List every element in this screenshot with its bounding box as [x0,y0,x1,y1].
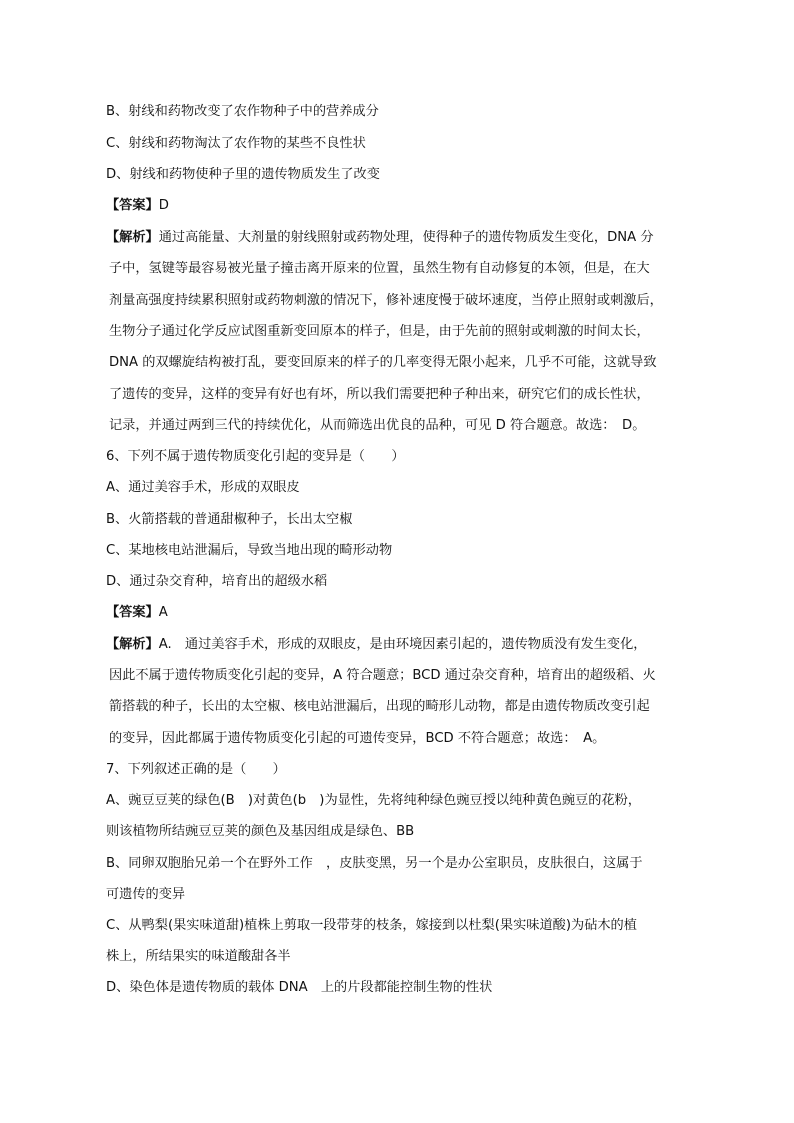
q7-option-c-line-1: C、从鸭梨(果实味道甜)植株上剪取一段带芽的枝条，嫁接到以杜梨(果实味道酸)为砧木的植 [106,918,637,933]
q7-option-b-line-1: B、同卵双胞胎兄弟一个在野外工作 ，皮肤变黑，另一个是办公室职员，皮肤很白，这属于 [106,856,643,871]
q5-analysis-line-5: DNA 的双螺旋结构被打乱，要变回原来的样子的几率变得无限小起来，几乎不可能，这就导致 [109,355,657,370]
answer-label: 【答案】 [106,605,159,620]
q6-analysis-line-2: 因此不属于遗传物质变化引起的变异，A 符合题意；BCD 通过杂交育种，培育出的超级稻、火 [109,668,656,683]
q5-option-d: D、射线和药物使种子里的遗传物质发生了改变 [106,167,380,182]
q7-option-a-line-2: 则该植物所结豌豆豆荚的颜色及基因组成是绿色、BB [106,824,415,839]
q5-answer [106,196,706,216]
q7-option-b-line-2: 可遗传的变异 [106,887,186,902]
answer-value: D [158,198,169,213]
q5-option-c: C、射线和药物淘汰了农作物的某些不良性状 [106,136,366,151]
q6-analysis-line-3: 箭搭载的种子，长出的太空椒、核电站泄漏后，出现的畸形儿动物，都是由遗传物质改变引起 [109,699,650,714]
q6-option-b: B、火箭搭载的普通甜椒种子，长出太空椒 [106,512,353,527]
analysis-text: 通过高能量、大剂量的射线照射或药物处理，使得种子的遗传物质发生变化，DNA 分 [158,230,654,245]
q6-analysis-line-4: 的变异，因此都属于遗传物质变化引起的可遗传变异，BCD 不符合题意；故选： A。 [109,731,606,746]
q6-stem: 6、下列不属于遗传物质变化引起的变异是（ ） [106,449,405,464]
q6-option-c: C、某地核电站泄漏后，导致当地出现的畸形动物 [106,543,393,558]
q6-answer [106,603,706,623]
analysis-label: 【解析】 [106,637,159,652]
q6-analysis-line-1 [106,635,706,655]
analysis-label: 【解析】 [106,230,159,245]
q5-analysis-line-1 [106,228,706,248]
q5-analysis-line-7: 记录，并通过两到三代的持续优化，从而筛选出优良的品种，可见 D 符合题意。故选： D。 [109,418,646,433]
q5-analysis-line-3: 剂量高强度持续累积照射或药物刺激的情况下，修补速度慢于破坏速度，当停止照射或刺激后， [109,293,663,308]
q6-option-d: D、通过杂交育种，培育出的超级水稻 [106,574,328,589]
q7-option-d: D、染色体是遗传物质的载体 DNA 上的片段都能控制生物的性状 [106,980,493,995]
q6-option-a: A、通过美容手术，形成的双眼皮 [106,480,300,495]
answer-value: A [158,605,168,620]
q7-option-c-line-2: 株上，所结果实的味道酸甜各半 [106,949,291,964]
answer-label: 【答案】 [106,198,159,213]
analysis-text: A. 通过美容手术，形成的双眼皮，是由环境因素引起的，遗传物质没有发生变化， [158,637,647,652]
q5-analysis-line-4: 生物分子通过化学反应试图重新变回原本的样子，但是，由于先前的照射或刺激的时间太长， [109,324,650,339]
q5-analysis-line-2: 子中，氢键等最容易被光量子撞击离开原来的位置，虽然生物有自动修复的本领，但是，在大 [109,261,650,276]
q7-stem: 7、下列叙述正确的是（ ） [106,762,286,777]
q7-option-a-line-1: A、豌豆豆荚的绿色(B )对黄色(b )为显性，先将纯种绿色豌豆授以纯种黄色豌豆的花粉， [106,793,641,808]
q5-analysis-line-6: 了遗传的变异，这样的变异有好也有坏，所以我们需要把种子种出来，研究它们的成长性状， [109,387,650,402]
q5-option-b: B、射线和药物改变了农作物种子中的营养成分 [106,104,379,119]
